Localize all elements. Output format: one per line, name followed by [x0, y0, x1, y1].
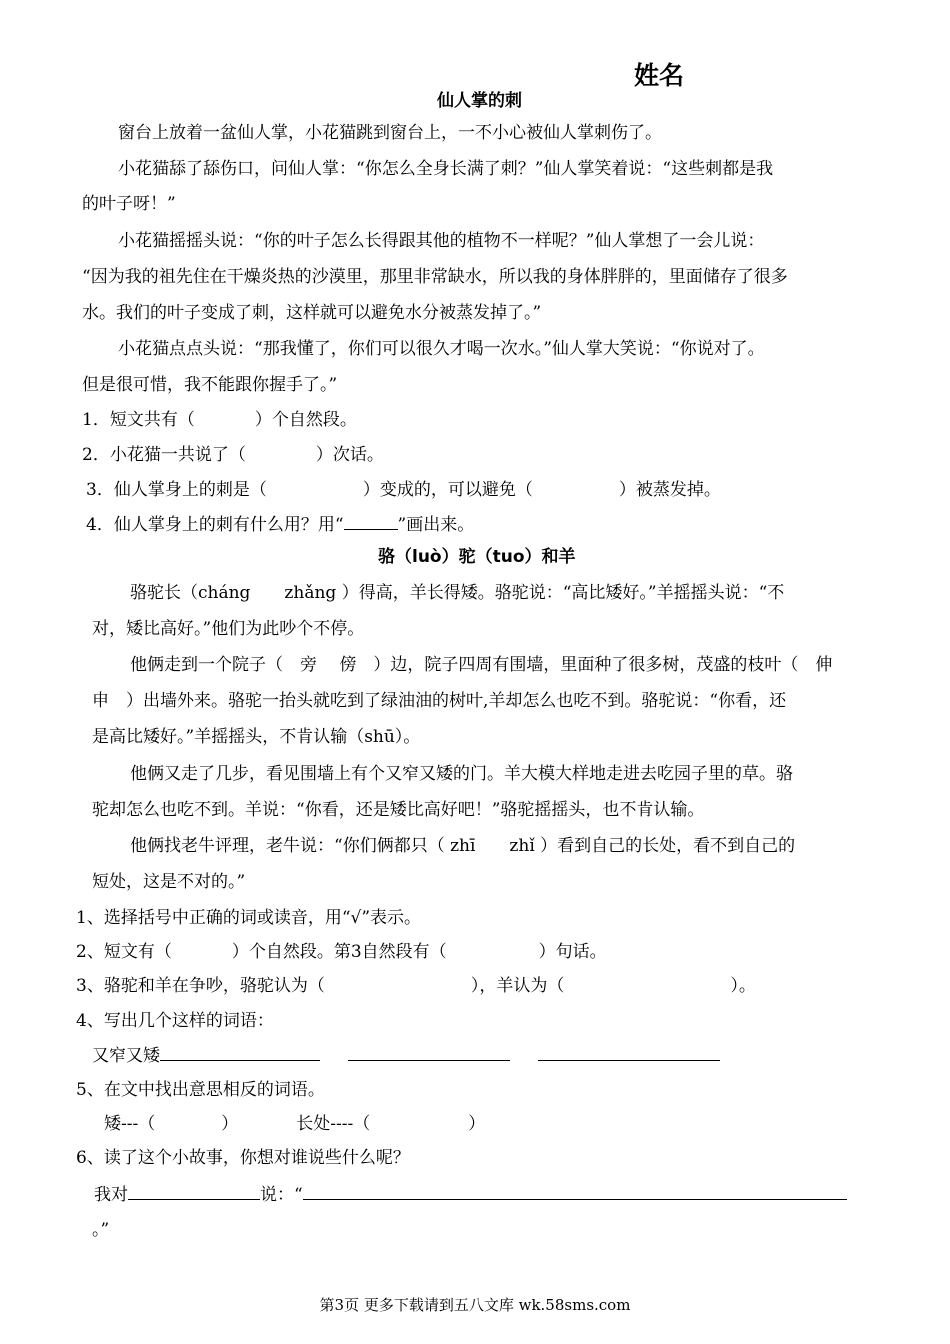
- s2q3-text-a: 3、骆驼和羊在争吵，骆驼认为（: [76, 976, 325, 996]
- story1-line-8: 但是很可惜，我不能跟你握手了。”: [82, 375, 338, 395]
- story2-question-5-answers: [104, 1109, 485, 1134]
- q2-text-a: 2．小花猫一共说了（: [82, 445, 246, 465]
- story1-line-7: 小花猫点点头说：“那我懂了，你们可以很久才喝一次水。”仙人掌大笑说：“你说对了。: [118, 339, 765, 359]
- q5-b-text: 长处----（: [296, 1114, 371, 1134]
- story2-line-2: 对，矮比高好。”他们为此吵个不停。: [92, 619, 365, 639]
- story2-question-4: 4、写出几个这样的词语：: [76, 1011, 274, 1031]
- q4-text-b: ”画出来。: [397, 515, 475, 535]
- q5-a-close: ）: [221, 1114, 239, 1134]
- story1-line-2: 小花猫舔了舔伤口，问仙人掌：“你怎么全身长满了刺？”仙人掌笑着说：“这些刺都是我: [118, 159, 774, 179]
- q6-person-line[interactable]: [128, 1183, 260, 1200]
- story1-question-4: [86, 510, 474, 535]
- s2q2-text-a: 2、短文有（: [76, 942, 172, 962]
- story2-line-6: 他俩又走了几步，看见围墙上有个又窄又矮的门。羊大模大样地走进去吃园子里的草。骆: [130, 764, 793, 784]
- q4-answer-line-2[interactable]: [348, 1044, 510, 1061]
- s2q2-text-c: ）句话。: [538, 942, 607, 962]
- story2-line-8: 他俩找老牛评理，老牛说：“你们俩都只（ zhī zhǐ ）看到自己的长处，看不到自己的: [130, 836, 796, 856]
- story2-question-5: 5、在文中找出意思相反的词语。: [76, 1080, 325, 1100]
- story2-question-3: [76, 971, 756, 996]
- q5-b-close: ）: [468, 1114, 486, 1134]
- story2-line-3: 他俩走到一个院子（ 旁 傍 ）边，院子四周有围墙，里面种了很多树，茂盛的枝叶（ 伸: [130, 655, 833, 675]
- q4-answer-line-1[interactable]: [160, 1044, 320, 1061]
- q4-text-a: 4．仙人掌身上的刺有什么用？用“: [86, 515, 344, 535]
- story2-line-1: 骆驼长（cháng zhǎng ）得高，羊长得矮。骆驼说：“高比矮好。”羊摇摇头说：“不: [130, 583, 785, 603]
- q6-message-line[interactable]: [303, 1183, 847, 1200]
- s2q3-text-c: ）。: [730, 976, 756, 996]
- story2-question-6-end: 。”: [92, 1220, 110, 1240]
- q4-example-word: 又窄又矮: [92, 1046, 160, 1066]
- story2-line-5: 是高比矮好。”羊摇摇头，不肯认输（shū）。: [92, 727, 421, 747]
- q1-text-a: 1．短文共有（: [82, 410, 195, 430]
- story1-line-6: 水。我们的叶子变成了刺，这样就可以避免水分被蒸发掉了。”: [82, 303, 542, 323]
- story1-line-1: 窗台上放着一盆仙人掌，小花猫跳到窗台上，一不小心被仙人掌刺伤了。: [118, 123, 662, 143]
- q6-wo-dui: 我对: [94, 1185, 128, 1205]
- q3-text-b: ）变成的，可以避免（: [362, 480, 533, 500]
- story2-title: 骆（luò）驼（tuo）和羊: [378, 547, 576, 567]
- story1-question-3: [86, 475, 721, 500]
- story1-question-2: [82, 440, 384, 465]
- q5-a-text: 矮---（: [104, 1114, 156, 1134]
- story2-question-1: 1、选择括号中正确的词或读音，用“√”表示。: [76, 908, 422, 928]
- story1-line-5: “因为我的祖先住在干燥炎热的沙漠里，那里非常缺水，所以我的身体胖胖的，里面储存了很多: [82, 267, 788, 287]
- s2q2-text-b: ）个自然段。第3自然段有（: [231, 942, 447, 962]
- story1-line-3: 的叶子呀！”: [82, 194, 176, 214]
- story2-question-6: 6、读了这个小故事，你想对谁说些什么呢？: [76, 1148, 410, 1168]
- q4-answer-line-3[interactable]: [538, 1044, 720, 1061]
- q4-underline: [344, 513, 398, 530]
- q6-shuo: 说：“: [260, 1185, 303, 1205]
- story2-question-6-answer: [94, 1180, 847, 1205]
- name-label: 姓名: [634, 61, 685, 90]
- story1-title: 仙人掌的刺: [437, 91, 522, 111]
- q3-text-a: 3．仙人掌身上的刺是（: [86, 480, 267, 500]
- story2-question-4-answers: [92, 1041, 720, 1066]
- story2-line-7: 驼却怎么也吃不到。羊说：“你看，还是矮比高好吧！”骆驼摇摇头，也不肯认输。: [92, 800, 705, 820]
- q2-text-b: ）次话。: [315, 445, 384, 465]
- story2-line-4: 申 ）出墙外来。骆驼一抬头就吃到了绿油油的树叶,羊却怎么也吃不到。骆驼说：“你看，还: [92, 691, 787, 711]
- story1-question-1: [82, 405, 357, 430]
- page-footer: 第3页 更多下载请到五八文库 wk.58sms.com: [319, 1296, 631, 1314]
- story1-line-4: 小花猫摇摇头说：“你的叶子怎么长得跟其他的植物不一样呢？”仙人掌想了一会儿说：: [118, 231, 765, 251]
- q1-text-b: ）个自然段。: [254, 410, 357, 430]
- story2-question-2: [76, 937, 607, 962]
- story2-line-9: 短处，这是不对的。”: [92, 872, 246, 892]
- s2q3-text-b: ），羊认为（: [470, 976, 565, 996]
- q3-text-c: ）被蒸发掉。: [618, 480, 721, 500]
